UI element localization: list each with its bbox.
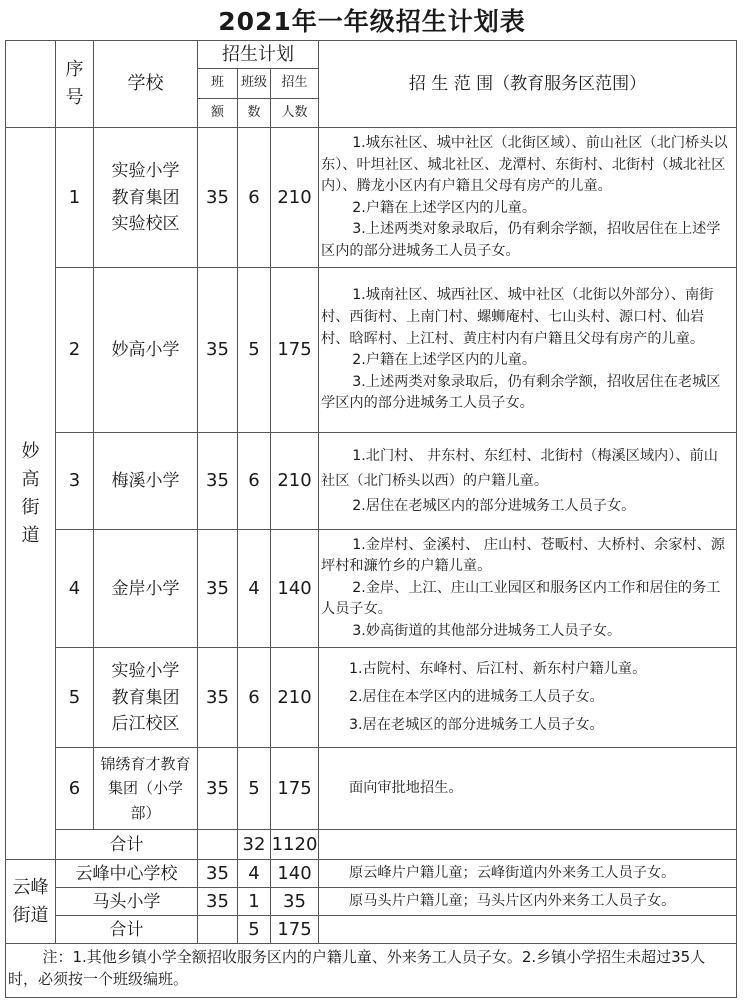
enrollment-cell: 35	[271, 888, 319, 916]
scope-item: 1.城东社区、城中社区（北街区域）、前山社区（北门桥头以东）、叶坦社区、城北社区、龙潭村、东街村、北街村（城北社区内）、腾龙小区内有户籍且父母有房产的儿童。	[321, 134, 728, 195]
seq-cell: 5	[56, 648, 94, 748]
table-row	[6, 128, 737, 268]
subtotal-label: 合计	[56, 916, 198, 944]
scope-item: 2.居住在本学区内的进城务工人员子女。	[349, 688, 604, 705]
enrollment-cell: 175	[271, 748, 319, 830]
district-miaogao	[6, 128, 56, 860]
enrollment-cell: 175	[271, 268, 319, 433]
table-row	[6, 648, 737, 748]
class-size-cell: 35	[198, 268, 238, 433]
scope-item: 面向审批地招生。	[349, 779, 463, 796]
scope-cell: 原马头片户籍儿童；马头片区内外来务工人员子女。	[319, 888, 737, 916]
school-line: 集团（小学	[107, 779, 183, 798]
scope-cell-empty	[319, 830, 737, 860]
scope-cell	[319, 128, 737, 268]
enrollment-cell: 210	[271, 648, 319, 748]
class-size-cell	[198, 916, 238, 944]
scope-item: 2.金岸、上江、庄山工业园区和服务区内工作和居住的务工人员子女。	[321, 579, 721, 618]
scope-item: 1.金岸村、金溪村、 庄山村、苍畈村、大桥村、余家村、源坪村和濂竹乡的户籍儿童。	[321, 536, 725, 575]
table-row	[6, 888, 737, 916]
table-row	[6, 268, 737, 433]
school-cell: 金岸小学	[94, 530, 198, 648]
school-line: 锦绣育才教育	[100, 754, 191, 773]
class-count-cell: 4	[238, 860, 271, 888]
school-cell: 云峰中心学校	[56, 860, 198, 888]
class-size-cell: 35	[198, 860, 238, 888]
school-cell	[94, 748, 198, 830]
note-row	[6, 944, 737, 998]
scope-item: 3.妙高街道的其他部分进城务工人员子女。	[352, 623, 622, 640]
class-size-cell: 35	[198, 888, 238, 916]
district-name-char: 街	[21, 496, 40, 518]
school-line: 教育集团	[111, 687, 180, 708]
header-plan-group: 招生计划	[198, 41, 319, 69]
scope-item: 1.古院村、东峰村、后江村、新东村户籍儿童。	[349, 661, 647, 678]
enrollment-cell: 175	[271, 916, 319, 944]
note-cell	[6, 944, 737, 998]
class-count-cell: 32	[238, 830, 271, 860]
scope-item: 1.城南社区、城西社区、城中社区（北街以外部分）、南街村、西街村、上南门村、螺蛳庵村、七山头村、源口村、仙岩村、晗晖村、上江村、黄庄村内有户籍且父母有房产的儿童。	[321, 287, 714, 347]
class-size-cell: 35	[198, 128, 238, 268]
enrollment-cell: 140	[271, 530, 319, 648]
class-count-cell: 5	[238, 748, 271, 830]
class-count-cell: 5	[238, 268, 271, 433]
enrollment-cell: 210	[271, 433, 319, 530]
header-class-size-2: 额	[198, 98, 238, 128]
page-title: 2021年一年级招生计划表	[218, 7, 526, 36]
scope-item: 2.户籍在上述学区内的儿童。	[352, 199, 537, 216]
school-cell: 梅溪小学	[94, 433, 198, 530]
note-text: 注：1.其他乡镇小学全额招收服务区内的户籍儿童、外来务工人员子女。2.乡镇小学招生未超过35人时，必须按一个班级编班。	[8, 947, 706, 988]
enrollment-cell: 210	[271, 128, 319, 268]
seq-cell: 6	[56, 748, 94, 830]
school-cell: 妙高小学	[94, 268, 198, 433]
class-count-cell: 6	[238, 648, 271, 748]
scope-item: 3.上述两类对象录取后，仍有剩余学额，招收居住在上述学区内的部分进城务工人员子女。	[321, 221, 721, 259]
scope-item: 3.居在老城区的部分进城务工人员子女。	[349, 716, 604, 733]
header-enrollment-1: 招生	[271, 69, 319, 99]
header-seq	[56, 41, 94, 128]
school-line: 实验小学	[111, 661, 180, 682]
class-size-cell: 35	[198, 748, 238, 830]
header-class-count-1: 班级	[238, 69, 271, 99]
scope-cell	[319, 268, 737, 433]
district-yunfeng	[6, 860, 56, 944]
header-class-count-2: 数	[238, 98, 271, 128]
header-scope: 招 生 范 围（教育服务区范围）	[319, 41, 737, 128]
class-size-cell: 35	[198, 433, 238, 530]
class-count-cell: 1	[238, 888, 271, 916]
class-count-cell: 4	[238, 530, 271, 648]
scope-cell	[319, 433, 737, 530]
scope-cell	[319, 530, 737, 648]
subtotal-row	[6, 916, 737, 944]
header-district-cell	[6, 41, 56, 128]
scope-item: 1.北门村、 井东村、东红村、北街村（梅溪区域内）、前山社区（北门桥头以西）的户籍儿童。	[321, 447, 718, 489]
school-line: 后江校区	[111, 713, 180, 734]
table-row	[6, 748, 737, 830]
school-line: 实验校区	[111, 213, 180, 234]
scope-cell	[319, 648, 737, 748]
enrollment-plan-table	[5, 40, 737, 998]
enrollment-cell: 140	[271, 860, 319, 888]
scope-item: 3.上述两类对象录取后，仍有剩余学额，招收居住在老城区学区内的部分进城务工人员子女。	[321, 373, 721, 412]
class-count-cell: 5	[238, 916, 271, 944]
scope-item: 2.居住在老城区内的部分进城务工人员子女。	[352, 497, 636, 514]
class-size-cell: 35	[198, 648, 238, 748]
seq-cell: 1	[56, 128, 94, 268]
table-row	[6, 530, 737, 648]
seq-cell: 2	[56, 268, 94, 433]
scope-cell-empty	[319, 916, 737, 944]
school-cell: 马头小学	[56, 888, 198, 916]
school-line: 教育集团	[111, 187, 180, 208]
seq-cell: 3	[56, 433, 94, 530]
header-row-1	[6, 41, 737, 69]
scope-cell	[319, 748, 737, 830]
school-line: 实验小学	[111, 161, 180, 182]
table-row	[6, 860, 737, 888]
class-count-cell: 6	[238, 433, 271, 530]
class-size-cell: 35	[198, 530, 238, 648]
class-count-cell: 6	[238, 128, 271, 268]
header-enrollment-2: 人数	[271, 98, 319, 128]
subtotal-label: 合计	[56, 830, 198, 860]
district-name-line: 云峰	[12, 876, 49, 898]
seq-cell: 4	[56, 530, 94, 648]
school-cell	[94, 648, 198, 748]
subtotal-row	[6, 830, 737, 860]
district-name-line: 街道	[12, 904, 49, 926]
district-name-char: 道	[21, 524, 40, 546]
district-name-char: 妙	[21, 440, 40, 462]
class-size-cell	[198, 830, 238, 860]
header-seq-label: 序号	[65, 59, 84, 109]
enrollment-cell: 1120	[271, 830, 319, 860]
scope-cell: 原云峰片户籍儿童；云峰街道内外来务工人员子女。	[319, 860, 737, 888]
school-line: 部）	[130, 804, 161, 823]
table-row	[6, 433, 737, 530]
school-cell	[94, 128, 198, 268]
header-school: 学校	[94, 41, 198, 128]
scope-item: 2.户籍在上述学区内的儿童。	[352, 352, 537, 369]
district-name-char: 高	[21, 468, 40, 490]
header-class-size-1: 班	[198, 69, 238, 99]
